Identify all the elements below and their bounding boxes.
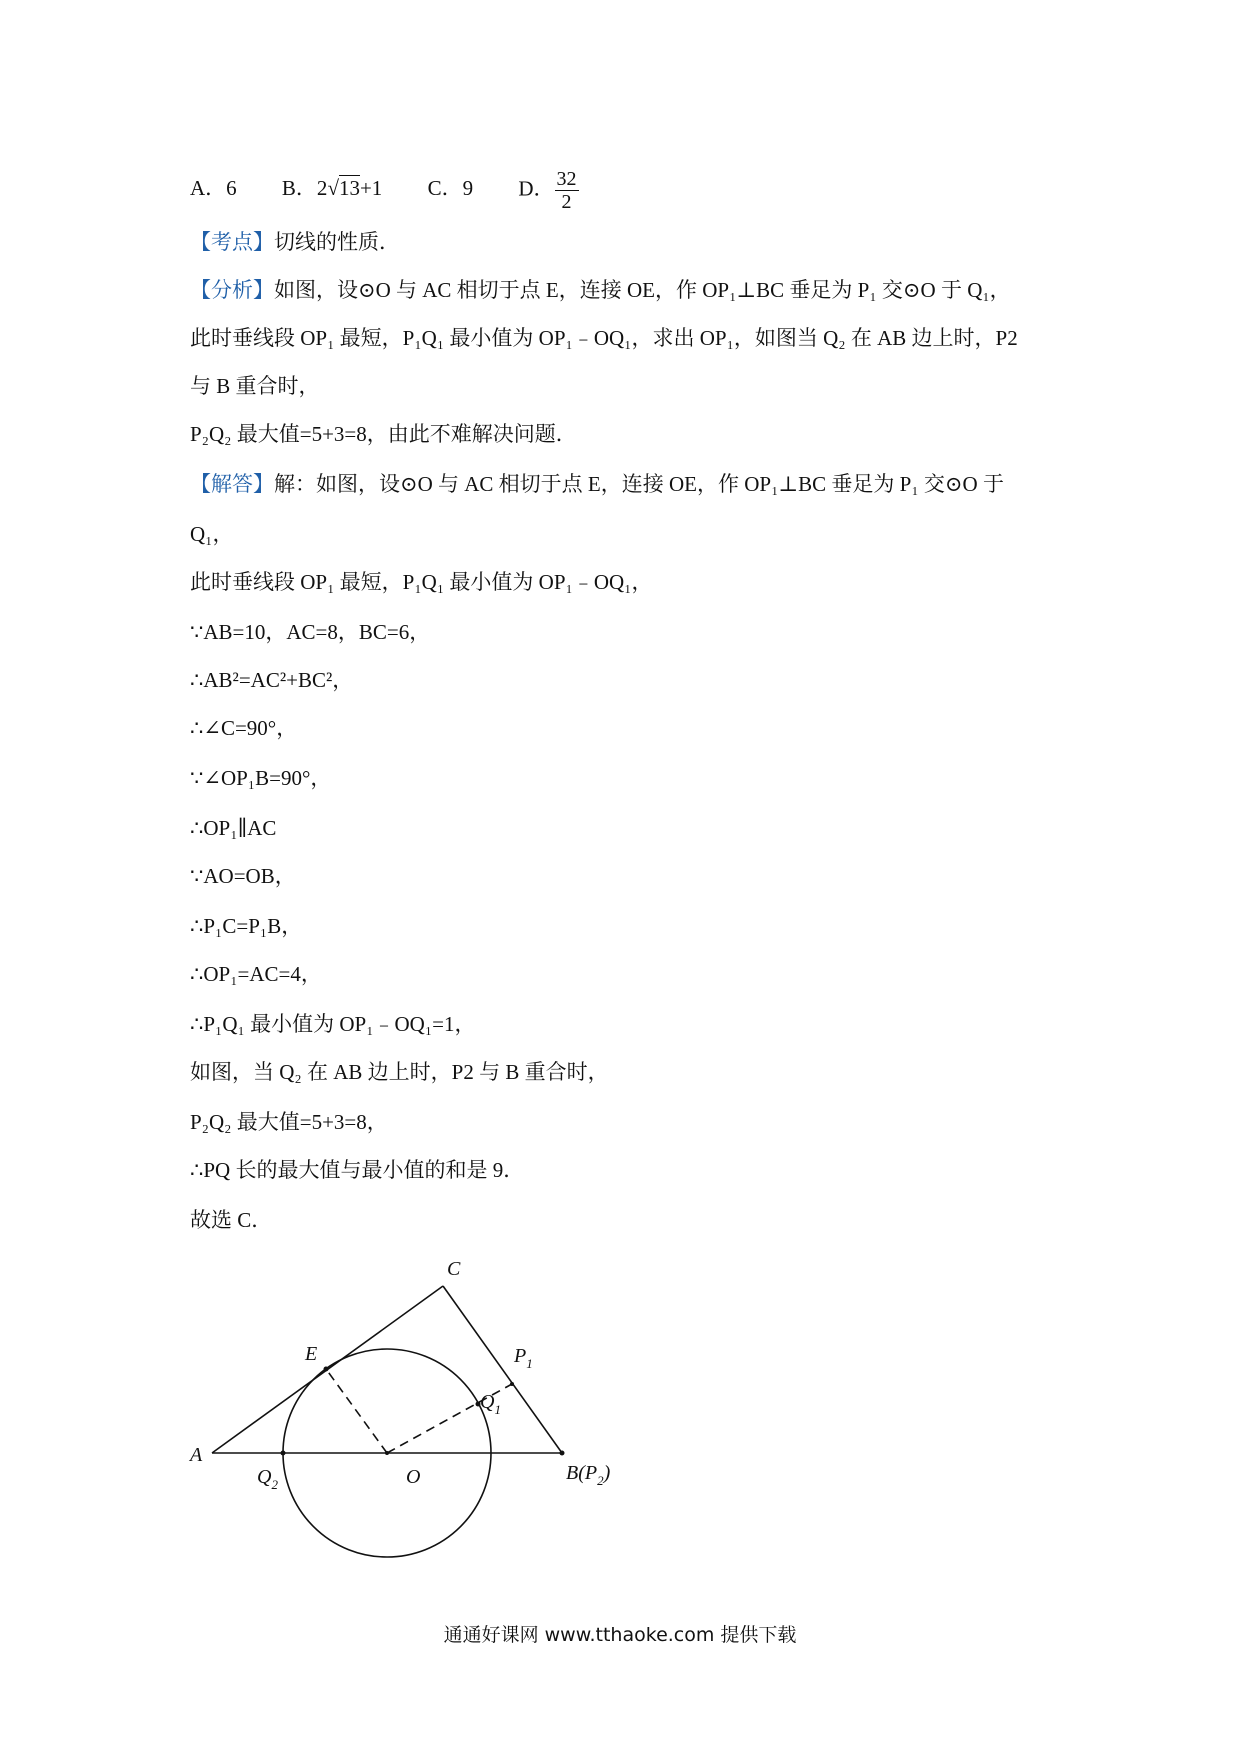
option-a: A．6 (190, 176, 237, 201)
fenxi-line-3: 与 B 重合时， (190, 374, 320, 398)
point-b (560, 1451, 565, 1456)
option-b-prefix: B．2 (281, 176, 328, 201)
jieda-line-2: Q₁， (190, 522, 234, 546)
jieda-line-7: ∵∠OP₁B=90°， (190, 766, 332, 790)
fenxi-text-1: 如图，设⊙O 与 AC 相切于点 E，连接 OE，作 OP₁⊥BC 垂足为 P₁ 交⊙O 于 Q₁， (274, 278, 1011, 302)
fenxi-line-2: 此时垂线段 OP₁ 最短，P₁Q₁ 最小值为 OP₁﹣OQ₁，求出 OP₁，如图当 Q₂ 在 AB 边上时，P2 (190, 326, 1018, 350)
option-b-suffix: +1 (359, 176, 383, 201)
jieda-line-16: 故选 C． (190, 1208, 273, 1232)
kaodian-text: 切线的性质． (274, 230, 400, 254)
option-d-denominator: 2 (561, 191, 572, 213)
label-b (566, 1462, 611, 1488)
option-b-radicand: 13 (338, 176, 360, 201)
point-q2 (281, 1451, 286, 1456)
segment-cb (443, 1286, 562, 1453)
jieda-line-6: ∴∠C=90°， (190, 716, 298, 740)
jieda-line-5: ∴AB²=AC²+BC²， (190, 668, 354, 692)
label-q2 (257, 1466, 278, 1492)
option-d-prefix: D． (518, 176, 555, 201)
fenxi-tag: 【分析】 (190, 278, 274, 302)
fenxi-line-4: P₂Q₂ 最大值=5+3=8，由此不难解决问题． (190, 422, 577, 446)
jieda-line-9: ∵AO=OB， (190, 864, 296, 888)
point-p1 (510, 1382, 514, 1386)
label-p1-sub: 1 (526, 1356, 533, 1371)
label-q1-main: Q (480, 1391, 495, 1413)
jieda-line-8: ∴OP₁∥AC (190, 816, 277, 840)
segment-oe-dashed (326, 1369, 387, 1453)
jieda-line-13: 如图，当 Q₂ 在 AB 边上时，P2 与 B 重合时， (190, 1060, 609, 1084)
jieda-text-1: 解：如图，设⊙O 与 AC 相切于点 E，连接 OE，作 OP₁⊥BC 垂足为 P₁ 交⊙O 于 (274, 472, 1004, 496)
label-e: E (305, 1343, 318, 1365)
point-o (385, 1451, 389, 1455)
label-a: A (190, 1444, 203, 1466)
jieda-tag: 【解答】 (190, 472, 274, 496)
label-q2-main: Q (257, 1466, 272, 1488)
label-b-main: B(P (566, 1462, 598, 1484)
kaodian-tag: 【考点】 (190, 230, 274, 254)
label-c: C (447, 1258, 461, 1280)
jieda-line-14: P₂Q₂ 最大值=5+3=8， (190, 1110, 388, 1134)
jieda-line-4: ∵AB=10，AC=8，BC=6， (190, 620, 431, 644)
label-q2-sub: 2 (271, 1477, 278, 1492)
label-b-sub: 2 (597, 1473, 604, 1488)
jieda-line-15: ∴PQ 长的最大值与最小值的和是 9． (190, 1158, 525, 1182)
label-b-close: ) (603, 1462, 611, 1484)
jieda-line-10: ∴P₁C=P₁B， (190, 914, 303, 938)
label-q1-sub: 1 (494, 1402, 501, 1417)
label-o: O (406, 1466, 421, 1488)
label-p1 (513, 1345, 533, 1371)
jieda-line-12: ∴P₁Q₁ 最小值为 OP₁﹣OQ₁=1， (190, 1012, 476, 1036)
option-d-numerator: 32 (556, 168, 577, 190)
jieda-line-11: ∴OP₁=AC=4， (190, 962, 322, 986)
label-p1-main: P (514, 1345, 527, 1367)
option-b: B．2√13+1 (281, 176, 383, 201)
option-c: C．9 (427, 176, 474, 201)
point-e (324, 1367, 329, 1372)
jieda-line-3: 此时垂线段 OP₁ 最短，P₁Q₁ 最小值为 OP₁﹣OQ₁， (190, 570, 653, 594)
footer-source: 通通好课网 www.tthaoke.com 提供下载 (443, 1624, 797, 1646)
